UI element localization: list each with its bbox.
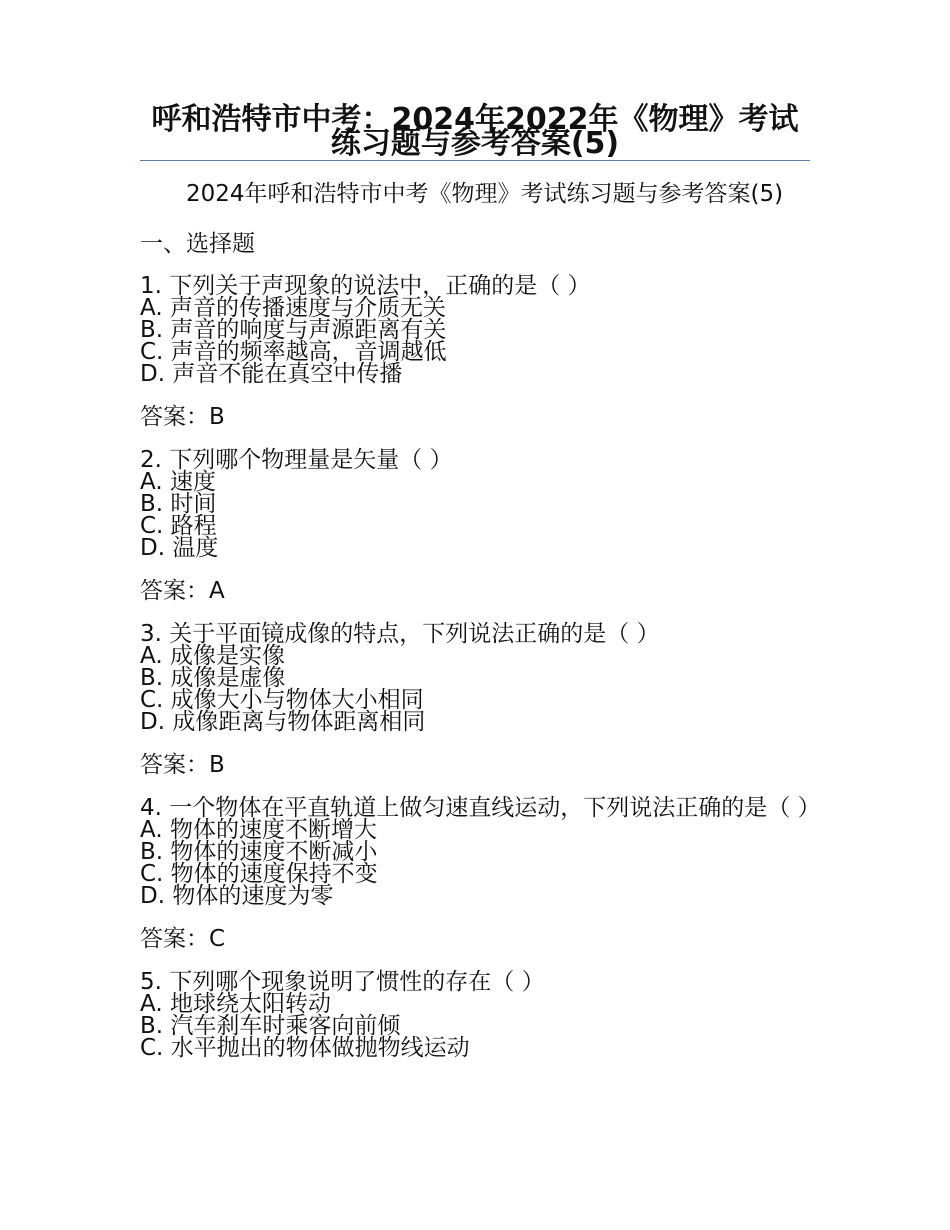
answer-3: 答案：B	[140, 752, 225, 778]
question-stem: 3. 关于平面镜成像的特点，下列说法正确的是（ ）	[140, 621, 660, 647]
option-d: D. 物体的速度为零	[140, 883, 334, 909]
option-a: A. 速度	[140, 469, 216, 495]
option-c: C. 物体的速度保持不变	[140, 861, 378, 887]
question-4	[140, 795, 821, 909]
question-1	[140, 275, 810, 385]
option-a: A. 声音的传播速度与介质无关	[140, 295, 446, 321]
option-a: A. 物体的速度不断增大	[140, 817, 377, 843]
option-d: D. 成像距离与物体距离相同	[140, 709, 426, 735]
question-stem: 1. 下列关于声现象的说法中，正确的是（ ）	[140, 273, 591, 299]
option-b: B. 声音的响度与声源距离有关	[140, 317, 447, 343]
document-title: 呼和浩特市中考：2024年2022年《物理》考试练习题与参考答案(5)	[151, 102, 799, 161]
question-stem: 2. 下列哪个物理量是矢量（ ）	[140, 447, 453, 473]
option-b: B. 时间	[140, 491, 217, 517]
intro-paragraph: 2024年呼和浩特市中考《物理》考试练习题与参考答案(5)	[186, 181, 784, 207]
option-d: D. 声音不能在真空中传播	[140, 361, 403, 387]
option-c: C. 成像大小与物体大小相同	[140, 687, 424, 713]
option-a: A. 成像是实像	[140, 643, 285, 669]
option-b: B. 物体的速度不断减小	[140, 839, 378, 865]
document-body	[140, 181, 821, 1079]
answer-1: 答案：B	[140, 404, 225, 430]
question-stem: 4. 一个物体在平直轨道上做匀速直线运动，下列说法正确的是（ ）	[140, 795, 821, 821]
answer-4: 答案：C	[140, 926, 226, 952]
option-c: C. 水平抛出的物体做抛物线运动	[140, 1035, 470, 1061]
answer-2: 答案：A	[140, 578, 225, 604]
question-stem: 5. 下列哪个现象说明了惯性的存在（ ）	[140, 969, 545, 995]
option-c: C. 声音的频率越高，音调越低	[140, 339, 447, 365]
question-3	[140, 623, 810, 733]
option-d: D. 温度	[140, 535, 219, 561]
question-5	[140, 971, 810, 1059]
option-b: B. 成像是虚像	[140, 665, 286, 691]
question-2	[140, 449, 810, 559]
option-c: C. 路程	[140, 513, 217, 539]
section-heading: 一、选择题	[140, 231, 255, 257]
title-underline	[140, 160, 810, 161]
option-b: B. 汽车刹车时乘客向前倾	[140, 1013, 401, 1039]
option-a: A. 地球绕太阳转动	[140, 991, 331, 1017]
